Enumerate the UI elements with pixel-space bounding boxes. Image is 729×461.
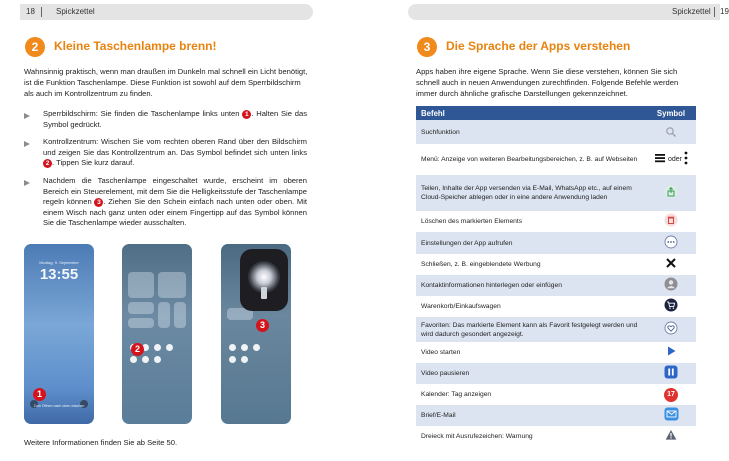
control-center-screenshot — [122, 244, 192, 424]
column-header-command: Befehl — [416, 106, 646, 120]
play-icon — [665, 345, 677, 360]
table-row: Kalender: Tag anzeigen 17 — [416, 384, 696, 405]
marker-1: 1 — [33, 388, 46, 401]
intro-paragraph: Wahnsinnig praktisch, wenn man draußen im Dunkeln mal schnell ein Licht benötigt, ist die Funktion Taschenlampe. Diese Funktion ist sowohl auf dem Sperrbildschirm als auch im Kontrollzentrum zu finden. — [24, 67, 308, 98]
flashlight-brightness-slider[interactable] — [240, 249, 288, 311]
flashlight-toggle-icon[interactable] — [130, 356, 137, 363]
table-row: Löschen des markierten Elements — [416, 211, 696, 232]
running-head-right: Spickzettel — [672, 7, 711, 16]
intro-paragraph: Apps haben ihre eigene Sprache. Wenn Sie diese verstehen, können Sie sich schnell auch in neuen Anwendungen zurechtfinden. Folgende Befehle werden immer durch ähnliche grafische Darstellungen gekennzeichnet. — [416, 67, 679, 98]
marker-badge: 3 — [94, 198, 103, 207]
warning-icon — [665, 429, 677, 444]
marker-badge: 2 — [43, 159, 52, 168]
table-row: Teilen, Inhalte der App versenden via E-Mail, WhatsApp etc., auf einem Cloud-Speicher ablegen oder in eine andere Anwendung laden — [416, 175, 696, 211]
bullet-arrow-icon — [24, 113, 30, 119]
lock-date: Montag, 9. September — [39, 260, 79, 265]
symbols-table — [416, 106, 696, 447]
section-number-badge: 2 — [25, 37, 45, 57]
table-row: Einstellungen der App aufrufen — [416, 232, 696, 254]
cart-icon — [664, 298, 678, 315]
heart-icon — [664, 321, 678, 338]
close-icon — [665, 257, 677, 272]
table-row: Dreieck mit Ausrufezeichen: Warnung — [416, 426, 696, 447]
menu-icon — [654, 152, 666, 167]
table-row: Brief/E-Mail — [416, 405, 696, 426]
trash-icon — [664, 213, 678, 230]
column-header-symbol: Symbol — [646, 106, 696, 120]
section-title: Die Sprache der Apps verstehen — [446, 39, 631, 53]
table-row: Menü: Anzeige von weiteren Bearbeitungsbereichen, z. B. auf Webseiten oder — [416, 144, 696, 175]
search-icon — [665, 126, 677, 138]
section-number-badge: 3 — [417, 37, 437, 57]
left-page — [0, 0, 360, 461]
table-row: Kontaktinformationen hinterlegen oder einfügen — [416, 275, 696, 296]
footer-note: Weitere Informationen finden Sie ab Seite 50. — [24, 438, 178, 447]
or-label: oder — [667, 156, 682, 163]
contact-icon — [664, 277, 678, 294]
table-row: Suchfunktion — [416, 120, 696, 144]
bullet-control-center: Kontrollzentrum: Wischen Sie vom rechten oberen Rand über den Bildschirm und zeigen Sie das Kontrollzentrum an. Das Symbol befindet sich unten links 2 . Tippen Sie kurz darauf. — [43, 137, 307, 168]
bullet-arrow-icon — [24, 180, 30, 186]
table-row: Favoriten: Das markierte Element kann als Favorit festgelegt werden und wird dadurch gesondert angezeigt. — [416, 317, 696, 342]
marker-2: 2 — [131, 343, 144, 356]
pause-icon — [664, 365, 678, 382]
table-row: Video pausieren — [416, 363, 696, 384]
bullet-arrow-icon — [24, 141, 30, 147]
lock-time: 13:55 — [39, 266, 79, 283]
page-number-left: 18 — [26, 7, 35, 16]
lock-swipe-hint: Zum Öffnen nach oben wischen — [33, 404, 85, 408]
share-icon — [664, 185, 678, 202]
calendar-icon: 17 — [664, 388, 678, 402]
bullet-brightness: Nachdem die Taschenlampe eingeschaltet wurde, erscheint im oberen Bereich ein Steuerelement, mit dem Sie die Helligkeitsstufe der Taschenlampe regeln können 3 . Ziehen Sie den Schein einfach nach unten oder oben. Mit einem Wisch nach ganz unten oder einem Fingertipp auf das Symbol können Sie die Taschenlampe wieder ausschalten. — [43, 176, 307, 228]
bullet-lockscreen: Sperrbildschirm: Sie finden die Taschenlampe links unten 1 . Halten Sie das Symbol gedrückt. — [43, 109, 307, 129]
marker-badge: 1 — [242, 110, 251, 119]
page-number-right: 19 — [720, 7, 729, 16]
table-row: Video starten — [416, 342, 696, 363]
mail-icon — [664, 407, 679, 424]
running-header-left — [20, 4, 313, 20]
more-icon — [664, 235, 678, 252]
table-row: Schließen, z. B. eingeblendete Werbung — [416, 254, 696, 275]
marker-3: 3 — [256, 319, 269, 332]
running-head-left: Spickzettel — [56, 7, 95, 16]
section-title: Kleine Taschenlampe brenn! — [54, 39, 217, 53]
running-header-right — [408, 4, 729, 20]
table-row: Warenkorb/Einkaufswagen — [416, 296, 696, 317]
more-vertical-icon — [684, 150, 688, 169]
